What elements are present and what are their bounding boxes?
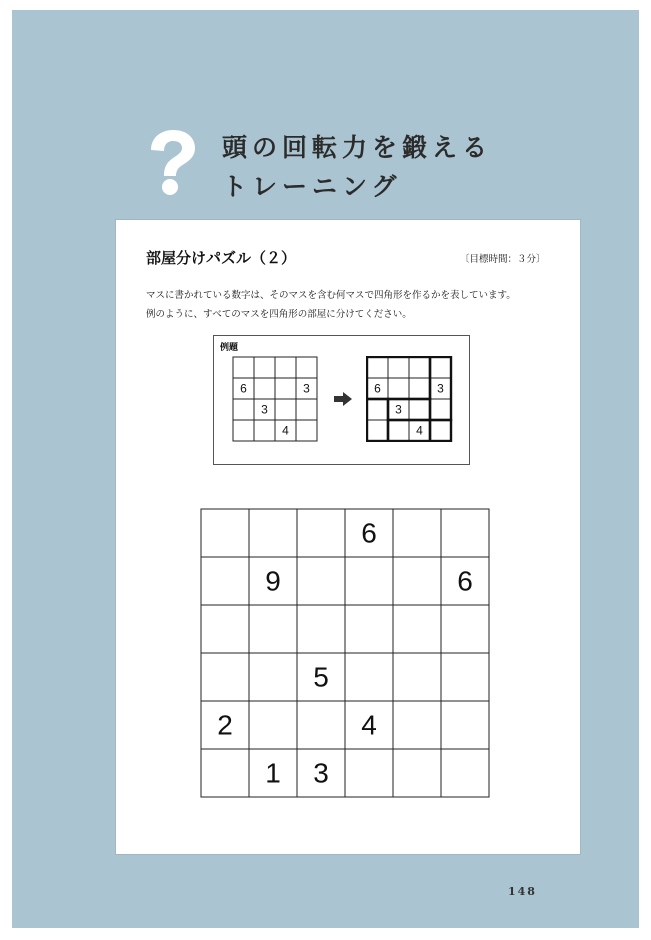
page-title-line2: トレーニング <box>222 172 402 201</box>
puzzle-number: 5 <box>313 661 329 693</box>
puzzle-cell <box>393 653 441 701</box>
puzzle-cell <box>201 509 249 557</box>
puzzle-number: 4 <box>361 709 377 741</box>
puzzle-title: 部屋分けパズル（２） <box>146 249 297 267</box>
puzzle-grid <box>200 508 490 798</box>
puzzle-number: 9 <box>265 565 281 597</box>
example-unsolved-cell <box>254 357 275 378</box>
puzzle-cell <box>201 653 249 701</box>
example-grid-unsolved <box>232 356 320 442</box>
puzzle-cell <box>297 701 345 749</box>
puzzle-cell <box>345 557 393 605</box>
example-unsolved-cell <box>233 399 254 420</box>
target-time: 〔目標時間：３分〕 <box>460 254 546 265</box>
example-unsolved-cell <box>275 378 296 399</box>
example-grid-solved <box>366 356 454 442</box>
example-solved-cell <box>388 420 409 441</box>
example-unsolved-cell <box>275 357 296 378</box>
example-unsolved-cell <box>254 420 275 441</box>
puzzle-cell <box>345 653 393 701</box>
puzzle-number: 6 <box>457 565 473 597</box>
example-solved-cell <box>409 357 430 378</box>
example-solved-cell <box>409 378 430 399</box>
page-number: 148 <box>508 885 537 898</box>
puzzle-cell <box>441 653 489 701</box>
example-unsolved-number: 3 <box>303 381 310 396</box>
example-unsolved-number: 6 <box>240 381 247 396</box>
example-solved-cell <box>430 357 451 378</box>
example-unsolved-cell <box>233 420 254 441</box>
puzzle-cell <box>297 509 345 557</box>
example-unsolved-cell <box>233 357 254 378</box>
instruction-line-2: 例のように、すべてのマスを四角形の部屋に分けてください。 <box>146 309 412 320</box>
page-title-line1: 頭の回転力を鍛える <box>222 133 493 162</box>
example-solved-number: 4 <box>416 423 423 438</box>
example-unsolved-number: 4 <box>282 423 289 438</box>
puzzle-cell <box>345 605 393 653</box>
example-solved-number: 3 <box>395 402 402 417</box>
puzzle-cell <box>441 701 489 749</box>
example-unsolved-cell <box>275 399 296 420</box>
puzzle-cell <box>393 557 441 605</box>
example-solved-cell <box>367 399 388 420</box>
puzzle-number: 6 <box>361 517 377 549</box>
puzzle-cell <box>345 749 393 797</box>
puzzle-cell <box>201 749 249 797</box>
example-unsolved-cell <box>254 378 275 399</box>
puzzle-cell <box>441 509 489 557</box>
question-mark-icon <box>143 130 199 196</box>
example-solved-cell <box>388 378 409 399</box>
puzzle-cell <box>393 605 441 653</box>
puzzle-cell <box>393 749 441 797</box>
puzzle-cell <box>201 557 249 605</box>
example-solved-cell <box>367 420 388 441</box>
arrow-right-icon <box>334 392 352 406</box>
puzzle-cell <box>393 509 441 557</box>
puzzle-cell <box>249 509 297 557</box>
example-solved-cell <box>388 357 409 378</box>
example-solved-cell <box>430 399 451 420</box>
example-unsolved-number: 3 <box>261 402 268 417</box>
puzzle-cell <box>297 557 345 605</box>
example-solved-number: 6 <box>374 381 381 396</box>
example-label: 例題 <box>220 343 239 353</box>
puzzle-cell <box>297 605 345 653</box>
example-unsolved-cell <box>296 357 317 378</box>
example-solved-number: 3 <box>437 381 444 396</box>
puzzle-number: 3 <box>313 757 329 789</box>
puzzle-cell <box>249 653 297 701</box>
example-solved-cell <box>430 420 451 441</box>
puzzle-cell <box>249 701 297 749</box>
example-solved-cell <box>367 357 388 378</box>
instruction-line-1: マスに書かれている数字は、そのマスを含む何マスで四角形を作るかを表しています。 <box>146 290 516 301</box>
puzzle-number: 2 <box>217 709 233 741</box>
example-solved-cell <box>409 399 430 420</box>
example-unsolved-cell <box>296 399 317 420</box>
puzzle-cell <box>393 701 441 749</box>
puzzle-cell <box>249 605 297 653</box>
puzzle-cell <box>441 605 489 653</box>
puzzle-number: 1 <box>265 757 281 789</box>
puzzle-cell <box>201 605 249 653</box>
example-unsolved-cell <box>296 420 317 441</box>
puzzle-cell <box>441 749 489 797</box>
